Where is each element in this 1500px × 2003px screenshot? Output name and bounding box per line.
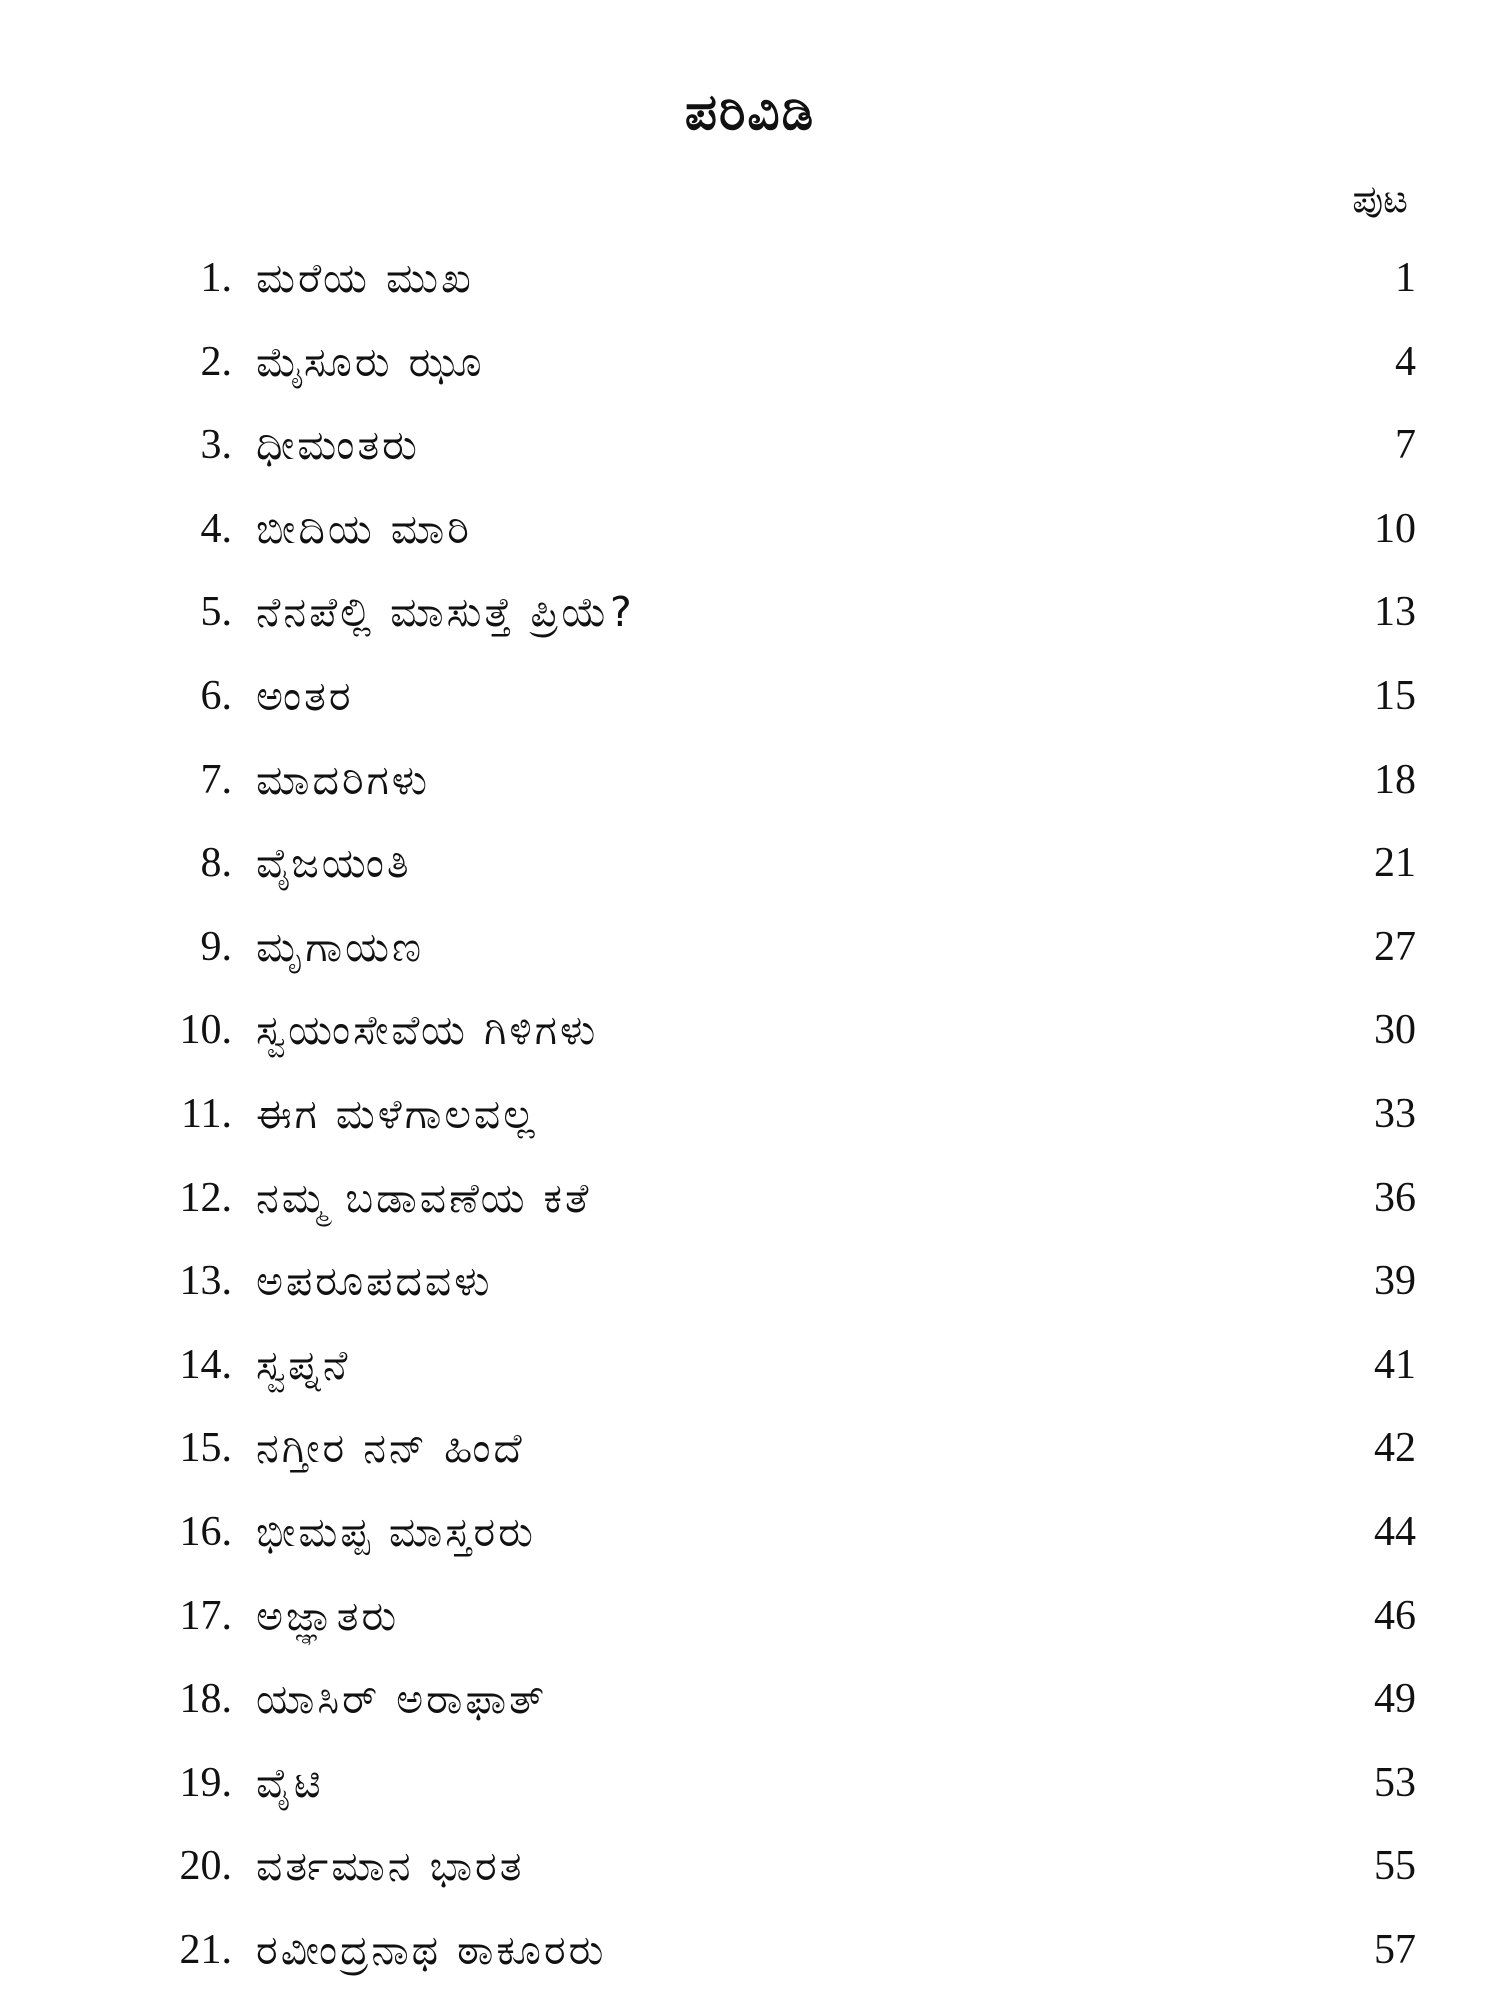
toc-entry <box>0 750 1500 834</box>
entry-title: ಯಾಸಿರ್ ಅರಾಫಾತ್ <box>256 1675 548 1724</box>
toc-entry <box>0 1335 1500 1419</box>
toc-entry <box>0 1084 1500 1168</box>
entry-number: 4. <box>200 505 232 552</box>
entry-page-number: 30 <box>1374 1007 1416 1054</box>
entry-page-number: 18 <box>1374 756 1416 803</box>
entry-title: ಭೀಮಪ್ಪ ಮಾಸ್ತರರು <box>256 1507 536 1556</box>
entry-page-number: 41 <box>1374 1341 1416 1388</box>
entry-page-number: 21 <box>1374 840 1416 887</box>
toc-entry <box>0 1920 1500 2003</box>
toc-entry <box>0 1586 1500 1670</box>
entry-title: ವೈಟಿ <box>256 1758 324 1807</box>
entry-title: ಈಗ ಮಳೆಗಾಲವಲ್ಲ <box>256 1089 538 1138</box>
entry-number: 19. <box>179 1759 232 1806</box>
entry-number: 17. <box>179 1592 232 1639</box>
page-title: ಪರಿವಿಡಿ <box>684 83 816 141</box>
entry-title: ಅಪರೂಪದವಳು <box>256 1257 493 1306</box>
entry-page-number: 57 <box>1374 1926 1416 1973</box>
toc-entry <box>0 1753 1500 1837</box>
entry-title: ಬೀದಿಯ ಮಾರಿ <box>256 504 472 553</box>
entry-title: ಸ್ವಯಂಸೇವೆಯ ಗಿಳಿಗಳು <box>256 1006 599 1055</box>
toc-entry <box>0 582 1500 666</box>
page-column-header: ಪುಟ <box>1352 177 1408 221</box>
toc-entry <box>0 1000 1500 1084</box>
entry-title: ಅಜ್ಞಾತರು <box>256 1591 400 1640</box>
entry-number: 3. <box>200 422 232 469</box>
toc-entry <box>0 248 1500 332</box>
entry-number: 13. <box>179 1258 232 1305</box>
entry-title: ವರ್ತಮಾನ ಭಾರತ <box>256 1842 525 1891</box>
toc-entry <box>0 1418 1500 1502</box>
entry-title: ರವೀಂದ್ರನಾಥ ಠಾಕೂರರು <box>256 1925 607 1974</box>
entry-number: 20. <box>179 1843 232 1890</box>
entry-number: 7. <box>200 756 232 803</box>
toc-entry <box>0 1836 1500 1920</box>
entry-page-number: 13 <box>1374 589 1416 636</box>
entry-number: 9. <box>200 923 232 970</box>
toc-entry <box>0 1168 1500 1252</box>
entry-number: 15. <box>179 1425 232 1472</box>
entry-title: ಧೀಮಂತರು <box>256 421 420 470</box>
entry-page-number: 46 <box>1374 1592 1416 1639</box>
entry-title: ಮರೆಯ ಮುಖ <box>256 254 474 302</box>
entry-page-number: 36 <box>1374 1174 1416 1221</box>
entry-page-number: 49 <box>1374 1676 1416 1723</box>
entry-page-number: 10 <box>1374 505 1416 552</box>
entry-number: 18. <box>179 1676 232 1723</box>
toc-entry <box>0 1502 1500 1586</box>
toc-entry <box>0 332 1500 416</box>
table-of-contents <box>0 248 1500 2003</box>
entry-page-number: 15 <box>1374 672 1416 719</box>
entry-number: 5. <box>200 589 232 636</box>
entry-page-number: 33 <box>1374 1090 1416 1137</box>
entry-page-number: 55 <box>1374 1843 1416 1890</box>
entry-title: ಮೈಸೂರು ಝೂ <box>256 337 485 386</box>
entry-page-number: 27 <box>1374 923 1416 970</box>
toc-entry <box>0 917 1500 1001</box>
entry-number: 10. <box>179 1007 232 1054</box>
entry-title: ನೆನಪೆಲ್ಲಿ ಮಾಸುತ್ತೆ ಪ್ರಿಯೆ? <box>256 588 635 637</box>
entry-title: ನಮ್ಮ ಬಡಾವಣೆಯ ಕತೆ <box>256 1173 592 1222</box>
entry-number: 11. <box>181 1090 232 1137</box>
entry-page-number: 44 <box>1374 1508 1416 1555</box>
entry-page-number: 53 <box>1374 1759 1416 1806</box>
entry-title: ವೈಜಯಂತಿ <box>256 839 412 888</box>
toc-entry <box>0 833 1500 917</box>
entry-number: 14. <box>179 1341 232 1388</box>
entry-page-number: 4 <box>1395 338 1416 385</box>
entry-number: 6. <box>200 672 232 719</box>
entry-page-number: 1 <box>1395 255 1416 301</box>
entry-number: 2. <box>200 338 232 385</box>
entry-number: 8. <box>200 840 232 887</box>
entry-title: ನಗ್ತೀರ ನನ್ ಹಿಂದೆ <box>256 1424 525 1473</box>
entry-number: 21. <box>179 1926 232 1973</box>
entry-title: ಮೃಗಾಯಣ <box>256 922 425 971</box>
entry-number: 16. <box>179 1508 232 1555</box>
entry-title: ಸ್ವಪ್ನನೆ <box>256 1340 351 1389</box>
toc-entry <box>0 666 1500 750</box>
entry-page-number: 39 <box>1374 1258 1416 1305</box>
entry-title: ಮಾದರಿಗಳು <box>256 755 431 804</box>
entry-number: 1. <box>200 255 232 301</box>
entry-number: 12. <box>179 1174 232 1221</box>
toc-entry <box>0 1669 1500 1753</box>
entry-page-number: 42 <box>1374 1425 1416 1472</box>
toc-entry <box>0 415 1500 499</box>
entry-title: ಅಂತರ <box>256 671 354 720</box>
toc-entry <box>0 499 1500 583</box>
entry-page-number: 7 <box>1395 422 1416 469</box>
toc-entry <box>0 1251 1500 1335</box>
